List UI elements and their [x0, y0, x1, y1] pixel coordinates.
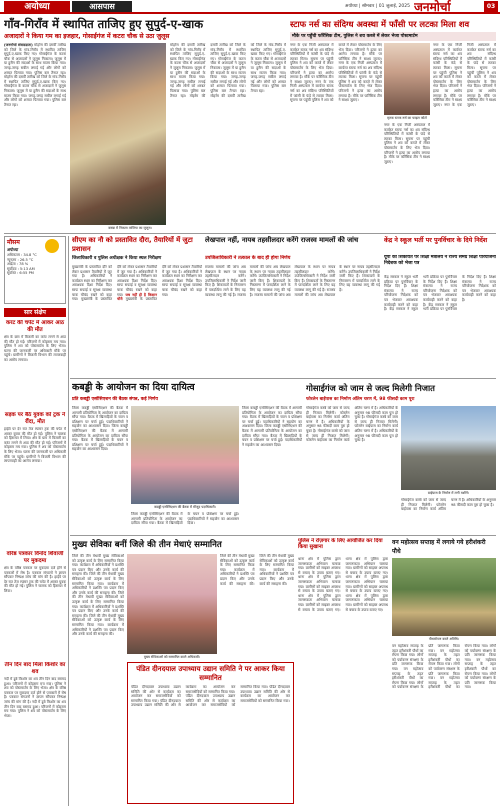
story8-text: नदी में डूबे किशोर का शव तीन दिन बाद बरामद हुआ। परिजनों में कोहराम मच गया। पुलिस ने शव को पोस्टमार्टम के लिए भेजा। [4, 677, 66, 691]
section-tab-aaspaas: आसपास [72, 1, 132, 13]
story3-text-3: मुख्यमंत्री के प्रस्तावित दौरे को लेकर प्रशासन तैयारियों में जुट गया है। अधिकारियों ने कार्यक्रम स्थल का निरीक्षण कर आवश्यक दिशा निर्देश दिए। साफ सफाई व सुरक्षा व्यवस्था चाक चौबंद रखने को कहा गया। [125, 265, 202, 302]
story5-body [384, 275, 496, 375]
story8-text-2: क्षेत्र के वरिष्ठ पत्रकार पर मुकदमा दर्ज होने से पत्रकारों में रोष है। पत्रकार संगठनों ने ज्ञापन सौंपकर निष्पक्ष जांच की मांग की है। [4, 686, 66, 704]
story6-photo [131, 406, 239, 504]
weather-sunrise: सूर्योदय : 5:13 AM [7, 266, 35, 271]
weather-box [4, 236, 66, 304]
story12-text: वन महोत्सव सप्ताह के तहत हरीशंकरी पौधों का रोपण किया गया। लोगों को पर्यावरण संरक्षण के प्रति जागरूक किया गया। [392, 644, 424, 671]
story11-body [298, 557, 388, 805]
story11-text-5: थाना क्षेत्र में पुलिस द्वारा जागरूकता अभियान चलाया गया। ग्रामीणों को साइबर अपराध से बचाव के उपाय बताए गए। [345, 575, 388, 594]
story8-text-3: नदी में डूबे किशोर का शव तीन दिन बाद बरामद हुआ। परिजनों में कोहराम मच गया। पुलिस ने शव को पोस्टमार्टम के लिए भेजा। [4, 699, 66, 718]
story6-sub: प्रति कबड्डी एसोसिएशन की बैठक संपन्न, कई निर्णय [72, 397, 158, 402]
story9-text-3: जिले की तीन मेधावी मुख्य सेविकाओं को उत्कृष्ट कार्य के लिए सम्मानित किया गया। कार्यक्रम में अधिकारियों ने प्रशस्ति पत्र प्रदान किए और उनके कार्य की सराहना की। [72, 590, 124, 618]
story11-text-4: थाना क्षेत्र में पुलिस द्वारा जागरूकता अभियान चलाया गया। ग्रामीणों को साइबर अपराध से बचाव के उपाय बताए गए। [345, 557, 388, 575]
story9-text-6: जिले की तीन मेधावी मुख्य सेविकाओं को उत्कृष्ट कार्य के लिए सम्मानित किया गया। कार्यक्रम में अधिकारियों ने प्रशस्ति पत्र प्रदान किए और उनके कार्य की सराहना की। [259, 554, 294, 586]
weather-min: न्यूनतम : 26.5 °C [7, 257, 34, 262]
section-tab-ayodhya: अयोध्या [4, 1, 70, 13]
story9-text-2: जिले की तीन मेधावी मुख्य सेविकाओं को उत्कृष्ट कार्य के लिए सम्मानित किया गया। कार्यक्रम में अधिकारियों ने प्रशस्ति पत्र प्रदान किए और उनके कार्य की सराहना की। [72, 572, 124, 595]
story9-text-4: जिले की तीन मेधावी मुख्य सेविकाओं को उत्कृष्ट कार्य के लिए सम्मानित किया गया। कार्यक्रम में अधिकारियों ने प्रशस्ति पत्र प्रदान किए और उनके कार्य की सराहना की। [72, 613, 124, 637]
weather-label: अयोध्या [7, 247, 19, 252]
story1-byline: (जनमोर्चा संवाददाता) [4, 43, 33, 47]
story6-text-4: जिला कबड्डी एसोसिएशन की बैठक में आगामी प्रतियोगिता के आयोजन का दायित्व सौंपा गया। बैठक में खिलाड़ियों के चयन व प्रशिक्षण पर चर्चा हुई। पदाधिकारियों ने सहयोग का आश्वासन दिया। [242, 424, 302, 447]
story1-body-cont: मोहर्रम की दसवीं तारीख को जिले के गांव-गिराँव में स्थापित ताजिए सुपुर्द-ए-खाक किए गए। गोसाईंगंज के कटरा चौक से अजादारों ने जुलूस निकाला। जुलूस में या हुसैन की सदाओं के साथ मातम किया गया। जगह-जगह सबील लगाई गई और लोगों को शरबत पिलाया गया। पुलिस बल तैनात रहा। [4, 75, 66, 107]
story3-headline: सीएम का नौ को प्रस्तावित दौरा, तैयारियों में जुटा प्रशासन [72, 236, 193, 253]
sidebar-h3: वरिष्ठ पत्रकार विनोद शिवाजी पर मुकदमा [6, 551, 64, 564]
story7-text-3: गोसाईगंज कस्बे को जाम से जल्द ही निजात मिलेगी। फोरलेन बाईपास का निर्माण कार्य अंतिम चरण में है। अधिकारियों के अनुसार 98 फीसदी काम पूरा हो चुका है। [354, 415, 398, 443]
story5-headline: केंद्र ने स्कूल भर्ती पर पुनर्विचार के दिये निर्देश [384, 237, 488, 244]
story6-text-3: जिला कबड्डी एसोसिएशन की बैठक में आगामी प्रतियोगिता के आयोजन का दायित्व सौंपा गया। बैठक में खिलाड़ियों के चयन व प्रशिक्षण पर चर्चा हुई। पदाधिकारियों ने सहयोग का आश्वासन दिया। [242, 406, 302, 429]
story12-headline: वन महोत्सव सप्ताह में लगाये गये हरीशंकरी पौधे [392, 539, 486, 555]
sidebar-b3-text: क्षेत्र के वरिष्ठ पत्रकार पर मुकदमा दर्ज होने से पत्रकारों में रोष है। पत्रकार संगठनों ने ज्ञापन सौंपकर निष्पक्ष जांच की मांग की है। [4, 566, 66, 580]
story11-text-3: थाना क्षेत्र में पुलिस द्वारा जागरूकता अभियान चलाया गया। ग्रामीणों को साइबर अपराध से बचाव के उपाय बताए गए। [298, 593, 341, 612]
story1-text [4, 43, 66, 230]
story4-text-2: राजस्व मामलों की जांच अब लेखपाल के स्थान पर नायब तहसीलदार करेंगे। उपजिलाधिकारी ने निर्देश जारी किए हैं। शिकायतों के निस्तारण में पारदर्शिता लाने के लिए यह व्यवस्था लागू की गई है। [237, 265, 291, 297]
story2-headline: स्टाफ नर्स का संदिग्ध अवस्था में फाँसी पर लटका मिला शव [290, 19, 470, 29]
story10-headline: पंडित दीनदयाल उपाध्याय उद्यान समिति ने पर आकर किया सम्मानित [136, 665, 285, 682]
story6-body-left [72, 406, 128, 532]
story9-text: जिले की तीन मेधावी मुख्य सेविकाओं को उत्कृष्ट कार्य के लिए सम्मानित किया गया। कार्यक्रम में अधिकारियों ने प्रशस्ति पत्र प्रदान किए और उनके कार्य की सराहना की। [72, 554, 124, 577]
story4-text-3: राजस्व मामलों की जांच अब लेखपाल के स्थान पर नायब तहसीलदार करेंगे। उपजिलाधिकारी ने निर्देश जारी किए हैं। शिकायतों के निस्तारण में पारदर्शिता लाने के लिए यह व्यवस्था लागू की गई है। [254, 265, 336, 297]
story11-text-2: थाना क्षेत्र में पुलिस द्वारा जागरूकता अभियान चलाया गया। ग्रामीणों को साइबर अपराध से बचाव के उपाय बताए गए। [298, 575, 341, 594]
h-divider-2 [70, 378, 496, 379]
h-divider-1 [4, 233, 496, 234]
weather-title: मौसम [7, 239, 20, 246]
story2-text: नगर के एक निजी अस्पताल में कार्यरत स्टाफ नर्स का शव संदिग्ध परिस्थितियों में फांसी के फंदे से लटका मिला। सूचना पर पहुंची पुलिस ने शव को कब्जे में लेकर पोस्टमार्टम के लिए भेज दिया। परिजनों ने हत्या का आरोप लगाया है। मौके पर फॉरेंसिक टीम ने साक्ष्य जुटाए। [290, 43, 334, 84]
story4-sub: उपजिलाधिकारी ने तत्काल के बाद ही होगा निर्णय [205, 256, 291, 261]
story2-text-2: नगर के एक निजी अस्पताल में कार्यरत स्टाफ नर्स का शव संदिग्ध परिस्थितियों में फांसी के फंदे से लटका मिला। सूचना पर पहुंची पुलिस ने शव को कब्जे में लेकर पोस्टमार्टम के लिए भेज दिया। परिजनों ने हत्या का आरोप लगाया है। मौके पर फॉरेंसिक टीम ने साक्ष्य जुटाए। [290, 43, 382, 103]
story7-headline: गोसाईगंज को जाम से जल्द मिलेगी निजात [306, 383, 435, 393]
story10-text-2: पंडित दीनदयाल उपाध्याय उद्यान समिति की ओर से कार्यक्रम का आयोजन कर समाजसेवियों को सम्मानित किया गया। [131, 685, 236, 708]
story8-body [4, 677, 66, 805]
sidebar-b2-text-2: क्षेत्र के ग्राम में बिजली का करंट लगने से आठ की मौत हो गई। परिजनों में कोहराम मच गया। पुलिस ने शव को पोस्टमार्टम के लिए भेजा। घटना की जानकारी पर अधिकारी मौके पर पहुंचे। ग्रामीणों ने बिजली विभाग की लापरवाही का आरोप लगाया। [4, 436, 66, 464]
story3-body [72, 265, 202, 375]
page-number: 03 [484, 1, 498, 13]
story9-headline: मुख्य सेविका बनीं जिले की तीन मेधाएं सम्मानित [72, 540, 222, 550]
sidebar-b2-text: हाईवे पर देर रात तेज रफ्तार ट्रक की चपेट में आकर युवक की मौत हो गई। पुलिस ने चालक को हिरासत में लिया। [4, 427, 66, 441]
sidebar-header: सार संक्षेप [4, 308, 66, 317]
story1-headline: गाँव-गिराँव में स्थापित ताजिए हुए सुपुर्द-ए-खाक [4, 17, 204, 31]
story2-body-mid: नगर के एक निजी अस्पताल में कार्यरत स्टाफ नर्स का शव संदिग्ध परिस्थितियों में फांसी के फंदे से लटका मिला। सूचना पर पहुंची पुलिस ने शव को कब्जे में लेकर पोस्टमार्टम के लिए भेज दिया। परिजनों ने हत्या का आरोप लगाया है। मौके पर फॉरेंसिक टीम ने साक्ष्य जुटाए। [384, 123, 430, 164]
story1-body-2: मोहर्रम की दसवीं तारीख को जिले के गांव-गिराँव में स्थापित ताजिए सुपुर्द-ए-खाक किए गए। गोसाईंगंज के कटरा चौक से अजादारों ने जुलूस निकाला। जुलूस में या हुसैन की सदाओं के साथ मातम किया गया। जगह-जगह सबील लगाई गई और लोगों को शरबत पिलाया गया। पुलिस बल तैनात रहा। [170, 43, 206, 98]
story5-text: केंद्र सरकार ने स्कूल भर्ती प्रक्रिया पर पुनर्विचार के निर्देश दिए हैं। शिक्षा मंत्रालय ने राज्य परियोजना निदेशक को पत्र भेजकर आवश्यक कार्यवाही करने को कहा है। [384, 275, 418, 312]
story2-text-4: नगर के एक निजी अस्पताल में कार्यरत स्टाफ नर्स का शव संदिग्ध परिस्थितियों में फांसी के फंदे से लटका मिला। सूचना पर पहुंची पुलिस ने शव को कब्जे में लेकर पोस्टमार्टम के लिए भेज दिया। परिजनों ने हत्या का आरोप लगाया है। मौके पर फॉरेंसिक टीम ने साक्ष्य जुटाए। [433, 43, 462, 107]
story11-headline: पुलिस ने रोज़गार के लिए आयोजित कर दिया किया सुखाना [298, 538, 383, 550]
story12-text-2: वन महोत्सव सप्ताह के तहत हरीशंकरी पौधों का रोपण किया गया। लोगों को पर्यावरण संरक्षण के प्रति जागरूक किया गया। [392, 644, 460, 690]
story7-body-left [306, 406, 398, 532]
story1-body-3: मोहर्रम की दसवीं तारीख को जिले के गांव-गिराँव में स्थापित ताजिए सुपुर्द-ए-खाक किए गए। गोसाईंगंज के कटरा चौक से अजादारों ने जुलूस निकाला। जुलूस में या हुसैन की सदाओं के साथ मातम किया गया। जगह-जगह सबील लगाई गई और लोगों को शरबत पिलाया गया। पुलिस बल तैनात रहा। [189, 43, 246, 98]
sidebar-b2 [4, 427, 66, 547]
story5-text-3: केंद्र सरकार ने स्कूल भर्ती प्रक्रिया पर पुनर्विचार के निर्देश दिए हैं। शिक्षा मंत्रालय ने राज्य परियोजना निदेशक को पत्र भेजकर आवश्यक कार्यवाही करने को कहा है। [423, 275, 496, 312]
story9-body-right [220, 554, 294, 654]
story3-sub: जिलाधिकारी व पुलिस अधीक्षक ने किया स्थल निरीक्षण [72, 256, 162, 261]
story4-text: राजस्व मामलों की जांच अब लेखपाल के स्थान पर नायब तहसीलदार करेंगे। उपजिलाधिकारी ने निर्देश जारी किए हैं। शिकायतों के निस्तारण में पारदर्शिता लाने के लिए यह व्यवस्था लागू की गई है। [205, 265, 246, 297]
story1-photo [70, 43, 166, 225]
story12-text-5: वन महोत्सव सप्ताह के तहत हरीशंकरी पौधों का रोपण किया गया। लोगों को पर्यावरण संरक्षण के प्रति जागरूक किया गया। [464, 657, 496, 690]
story9-photo [127, 554, 217, 654]
story5-text-2: केंद्र सरकार ने स्कूल भर्ती प्रक्रिया पर पुनर्विचार के निर्देश दिए हैं। शिक्षा मंत्रालय ने राज्य परियोजना निदेशक को पत्र भेजकर आवश्यक कार्यवाही करने को कहा है। [389, 275, 457, 312]
story2-body-left [290, 43, 382, 231]
story5-sub: यूपी की शिकायत पर शिक्षा मंत्रालय ने राज्य समग्र शिक्षा परियोजना निदेशक को भेजा पत्र [384, 255, 496, 266]
story12-photo [392, 558, 496, 636]
masthead [0, 0, 500, 14]
story1-body: मोहर्रम की दसवीं तारीख को जिले के गांव-गिराँव में स्थापित ताजिए सुपुर्द-ए-खाक किए गए। गोसाईंगंज के कटरा चौक से अजादारों ने जुलूस निकाला। जुलूस में या हुसैन की सदाओं के साथ मातम किया गया। जगह-जगह सबील लगाई गई और लोगों को शरबत पिलाया गया। पुलिस बल तैनात रहा। [4, 43, 66, 75]
story9-text-5: जिले की तीन मेधावी मुख्य सेविकाओं को उत्कृष्ट कार्य के लिए सम्मानित किया गया। कार्यक्रम में अधिकारियों ने प्रशस्ति पत्र प्रदान किए और उनके कार्य की सराहना की। [220, 554, 255, 586]
story2-caption: मृतक स्टाफ नर्स का फाइल फोटो [387, 116, 427, 120]
weather-sunset: सूर्यास्त : 6:55 PM [7, 271, 34, 276]
story7-body-right: गोसाईगंज कस्बे को जाम से जल्द ही निजात मिलेगी। फोरलेन बाईपास का निर्माण कार्य अंतिम चरण में है। अधिकारियों के अनुसार 98 फीसदी काम पूरा हो चुका है। [401, 498, 496, 512]
story10-box [127, 662, 294, 804]
story2-text-5: नगर के एक निजी अस्पताल में कार्यरत स्टाफ नर्स का शव संदिग्ध परिस्थितियों में फांसी के फंदे से लटका मिला। सूचना पर पहुंची पुलिस ने शव को कब्जे में लेकर पोस्टमार्टम के लिए भेज दिया। परिजनों ने हत्या का आरोप लगाया है। मौके पर फॉरेंसिक टीम ने साक्ष्य जुटाए। [444, 43, 496, 107]
sidebar-b3-text-2: हाईवे पर देर रात तेज रफ्तार ट्रक की चपेट में आकर युवक की मौत हो गई। पुलिस ने चालक को हिरासत में लिया। [4, 575, 66, 593]
story11-text: थाना क्षेत्र में पुलिस द्वारा जागरूकता अभियान चलाया गया। ग्रामीणों को साइबर अपराध से बचाव के उपाय बताए गए। [298, 557, 341, 575]
story7-caption: बाईपास के निर्माण में लगी मशीनें। [427, 491, 470, 495]
sidebar-h2: सड़क पर बैठे युवक को ट्रक ने रौंदा, मौत [4, 412, 66, 425]
story7-text-2: गोसाईगंज कस्बे को जाम से जल्द ही निजात मिलेगी। फोरलेन बाईपास का निर्माण कार्य अंतिम चरण में है। अधिकारियों के अनुसार 98 फीसदी काम पूरा हो चुका है। [306, 406, 398, 443]
sidebar-divider [68, 236, 69, 806]
story10-text: पंडित दीनदयाल उपाध्याय उद्यान समिति की ओर से कार्यक्रम का आयोजन कर समाजसेवियों को सम्मानित किया गया। [131, 685, 181, 703]
h-divider-3 [70, 535, 496, 536]
story2-photo [384, 43, 430, 115]
weather-humidity: आर्द्रता : 78 % [7, 262, 29, 267]
story9-caption: मुख्य सेविकाओं को सम्मानित करते अधिकारी। [143, 655, 201, 659]
story12-body [392, 644, 496, 804]
story11-text-6: थाना क्षेत्र में पुलिस द्वारा जागरूकता अभियान चलाया गया। ग्रामीणों को साइबर अपराध से बचाव के उपाय बताए गए। [345, 593, 388, 612]
story1-caption: कस्बा में निकला ताजिया का जुलूस। [108, 226, 152, 230]
sidebar-b1: क्षेत्र के ग्राम में बिजली का करंट लगने से आठ की मौत हो गई। परिजनों में कोहराम मच गया। पुलिस ने शव को पोस्टमार्टम के लिए भेजा। घटना की जानकारी पर अधिकारी मौके पर पहुंचे। ग्रामीणों ने बिजली विभाग की लापरवाही का आरोप लगाया। [4, 335, 66, 362]
story10-body [128, 685, 293, 803]
story3-text: मुख्यमंत्री के प्रस्तावित दौरे को लेकर प्रशासन तैयारियों में जुट गया है। अधिकारियों ने कार्यक्रम स्थल का निरीक्षण कर आवश्यक दिशा निर्देश दिए। साफ सफाई व सुरक्षा व्यवस्था चाक चौबंद रखने को कहा गया। [72, 265, 112, 302]
newspaper-logo: जनमोर्चा [414, 0, 451, 14]
story12-caption: पौधारोपण करते अतिथि। [428, 637, 460, 641]
story6-body-right [242, 406, 302, 532]
story2-body-right [433, 43, 496, 231]
sidebar-b3 [4, 566, 66, 658]
story7-text: गोसाईगंज कस्बे को जाम से जल्द ही निजात मिलेगी। फोरलेन बाईपास का निर्माण कार्य अंतिम चरण में है। अधिकारियों के अनुसार 98 फीसदी काम पूरा हो चुका है। [306, 406, 350, 433]
story4-text-4: राजस्व मामलों की जांच अब लेखपाल के स्थान पर नायब तहसीलदार करेंगे। उपजिलाधिकारी ने निर्देश जारी किए हैं। शिकायतों के निस्तारण में पारदर्शिता लाने के लिए यह व्यवस्था लागू की गई है। [294, 265, 380, 297]
story12-text-4: वन महोत्सव सप्ताह के तहत हरीशंकरी पौधों का रोपण किया गया। लोगों को पर्यावरण संरक्षण के प्रति जागरूक किया गया। [428, 644, 496, 690]
story10-text-3: पंडित दीनदयाल उपाध्याय उद्यान समिति की ओर से कार्यक्रम का आयोजन कर समाजसेवियों को सम्मानित किया गया। [185, 685, 268, 708]
story6-caption: कबड्डी एसोसिएशन की बैठक में मौजूद पदाधिकारी। [154, 505, 216, 509]
story1-text-right [170, 43, 286, 230]
weather-max: अधिकतम : 34.8 °C [7, 253, 37, 257]
story2-text-3: नगर के एक निजी अस्पताल में कार्यरत स्टाफ नर्स का शव संदिग्ध परिस्थितियों में फांसी के फंदे से लटका मिला। सूचना पर पहुंची पुलिस ने शव को कब्जे में लेकर पोस्टमार्टम के लिए भेज दिया। परिजनों ने हत्या का आरोप लगाया है। मौके पर फॉरेंसिक टीम ने साक्ष्य जुटाए। [338, 61, 382, 103]
story1-subhead: अजादारों ने किया गम का इजहार, गोसाईंगंज में कटरा चौक से उठा जुलूस [4, 33, 170, 40]
story9-body-left [72, 554, 124, 804]
story10-text-4: पंडित दीनदयाल उपाध्याय उद्यान समिति की ओर से कार्यक्रम का आयोजन कर समाजसेवियों को सम्मानित किया गया। [240, 685, 290, 703]
story6-text: जिला कबड्डी एसोसिएशन की बैठक में आगामी प्रतियोगिता के आयोजन का दायित्व सौंपा गया। बैठक में खिलाड़ियों के चयन व प्रशिक्षण पर चर्चा हुई। पदाधिकारियों ने सहयोग का आश्वासन दिया। [72, 406, 128, 429]
story3-inner-head: जब नहीं ही है किसान चौरी [117, 292, 157, 302]
story2-subhead: मौके पर पहुँची फॉरेंसिक टीम, पुलिस ने शव कब्जे में लेकर भेजा पोस्टमार्टम [290, 32, 496, 41]
story6-text-2: जिला कबड्डी एसोसिएशन की बैठक में आगामी प्रतियोगिता के आयोजन का दायित्व सौंपा गया। बैठक में खिलाड़ियों के चयन व प्रशिक्षण पर चर्चा हुई। पदाधिकारियों ने सहयोग का आश्वासन दिया। [72, 424, 128, 452]
story7-photo [401, 406, 496, 490]
story3-text-2: मुख्यमंत्री के प्रस्तावित दौरे को लेकर प्रशासन तैयारियों में जुट गया है। अधिकारियों ने कार्यक्रम स्थल का निरीक्षण कर आवश्यक दिशा निर्देश दिए। साफ सफाई व सुरक्षा व्यवस्था चाक चौबंद रखने को कहा गया। [81, 265, 157, 302]
story4-body [205, 265, 380, 375]
story12-text-3: वन महोत्सव सप्ताह के तहत हरीशंकरी पौधों का रोपण किया गया। लोगों को पर्यावरण संरक्षण के प्रति जागरूक किया गया। [428, 648, 460, 681]
story7-sub: फोरलेन बाईपास का निर्माण अंतिम चरण में, 98 फीसदी काम पूरा [306, 397, 415, 402]
story8-headline: तीन दिन बाद मिला किशोर का शव [4, 662, 66, 675]
dateline: अयोध्या | सोमवार | 01 जुलाई, 2025 [344, 4, 410, 9]
story6-headline: कबड्डी के आयोजन का दिया दायित्व [72, 382, 195, 393]
weather-icon [45, 239, 59, 253]
story6-body-bottom: जिला कबड्डी एसोसिएशन की बैठक में आगामी प्रतियोगिता के आयोजन का दायित्व सौंपा गया। बैठक में खिलाड़ियों के चयन व प्रशिक्षण पर चर्चा हुई। पदाधिकारियों ने सहयोग का आश्वासन दिया। [131, 512, 239, 526]
story1-body-4: मोहर्रम की दसवीं तारीख को जिले के गांव-गिराँव में स्थापित ताजिए सुपुर्द-ए-खाक किए गए। गोसाईंगंज के कटरा चौक से अजादारों ने जुलूस निकाला। जुलूस में या हुसैन की सदाओं के साथ मातम किया गया। जगह-जगह सबील लगाई गई और लोगों को शरबत पिलाया गया। पुलिस बल तैनात रहा। [210, 43, 286, 98]
sidebar-h1: करंट की चपेट में आकर आठ की मौत [5, 320, 65, 333]
story4-headline: लेखपाल नहीं, नायब तहसीलदार करेंगे राजस्व मामलों की जांच [205, 236, 359, 244]
